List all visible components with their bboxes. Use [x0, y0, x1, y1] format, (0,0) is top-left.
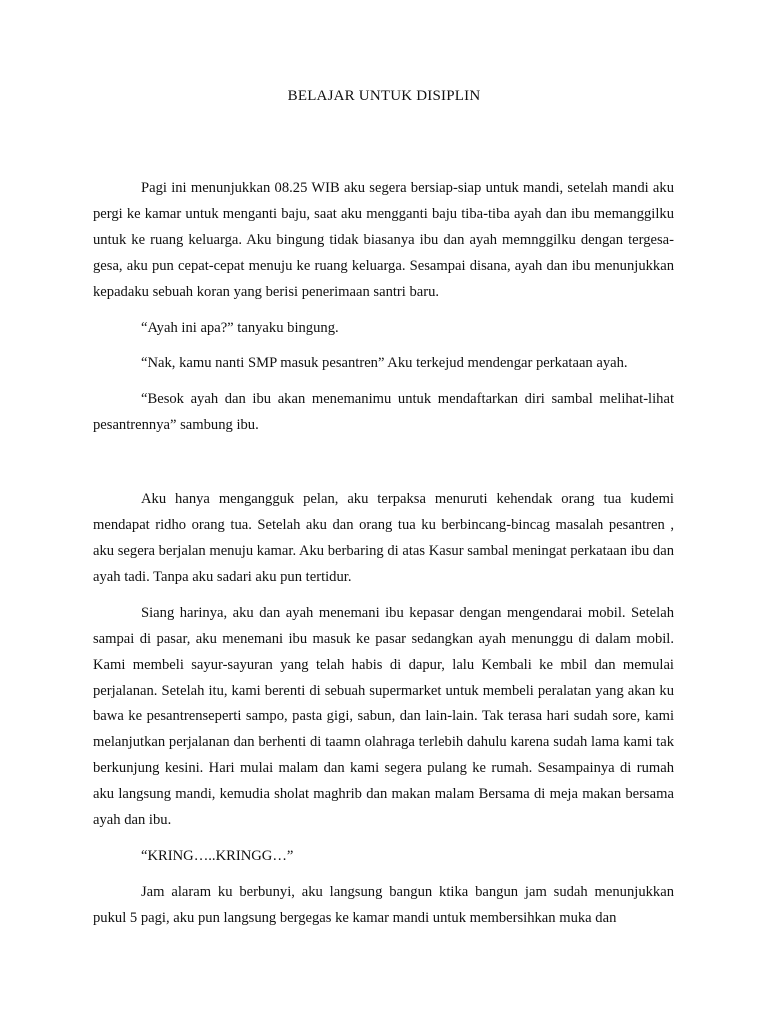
paragraph-alarm-sound: “KRING…..KRINGG…”: [141, 847, 294, 864]
paragraph-morning: Pagi ini menunjukkan 08.25 WIB aku segera bersiap-siap untuk mandi, setelah mandi aku pergi ke kamar untuk menganti baju, saat aku mengganti baju tiba-tiba ayah dan ibu memanggilku untuk ke ruang keluarga. Aku bingung tidak biasanya ibu dan ayah memnggilku dengan tergesa-gesa, aku pun cepat-cepat menuju ke ruang keluarga. Sesampai disana, ayah dan ibu menunjukkan kepadaku sebuah koran yang berisi penerimaan santri baru.: [93, 180, 674, 300]
document-body: [93, 176, 674, 932]
dialogue-father: “Nak, kamu nanti SMP masuk pesantren” Aku terkejud mendengar perkataan ayah.: [141, 355, 628, 372]
paragraph-wake-up: Jam alaram ku berbunyi, aku langsung bangun ktika bangun jam sudah menunjukkan pukul 5 pagi, aku pun langsung bergegas ke kamar mandi untuk membersihkan muka dan: [93, 883, 674, 926]
paragraph-nod: Aku hanya mengangguk pelan, aku terpaksa menuruti kehendak orang tua kudemi mendapat ridho orang tua. Setelah aku dan orang tua ku berbincang-bincag masalah pesantren , aku segera berjalan menuju kamar. Aku berbaring di atas Kasur sambal meningat perkataan ibu dan ayah tadi. Tanpa aku sadari aku pun tertidur.: [93, 491, 674, 585]
dialogue-question: “Ayah ini apa?” tanyaku bingung.: [141, 319, 339, 336]
document-title: BELAJAR UNTUK DISIPLIN: [287, 88, 481, 104]
paragraph-afternoon: Siang harinya, aku dan ayah menemani ibu kepasar dengan mengendarai mobil. Setelah sampai di pasar, aku menemani ibu masuk ke pasar sedangkan ayah menunggu di dalam mobil. Kami membeli sayur-sayuran yang telah habis di dapur, lalu Kembali ke mbil dan memulai perjalanan. Setelah itu, kami berenti di sebuah supermarket untuk membeli peralatan yang akan ku bawa ke pesantrenseperti sampo, pasta gigi, sabun, dan lain-lain. Tak terasa hari sudah sore, kami melanjutkan perjalanan dan berhenti di taamn olahraga terlebih dahulu karena sudah lama kami tak berkunjung kesini. Hari mulai malam dan kami segera pulang ke rumah. Sesampainya di rumah aku langsung mandi, kemudia sholat maghrib dan makan malam Bersama di meja makan bersama ayah dan ibu.: [93, 604, 674, 829]
dialogue-mother: “Besok ayah dan ibu akan menemanimu untuk mendaftarkan diri sambal melihat-lihat pesantrennya” sambung ibu.: [93, 391, 674, 434]
